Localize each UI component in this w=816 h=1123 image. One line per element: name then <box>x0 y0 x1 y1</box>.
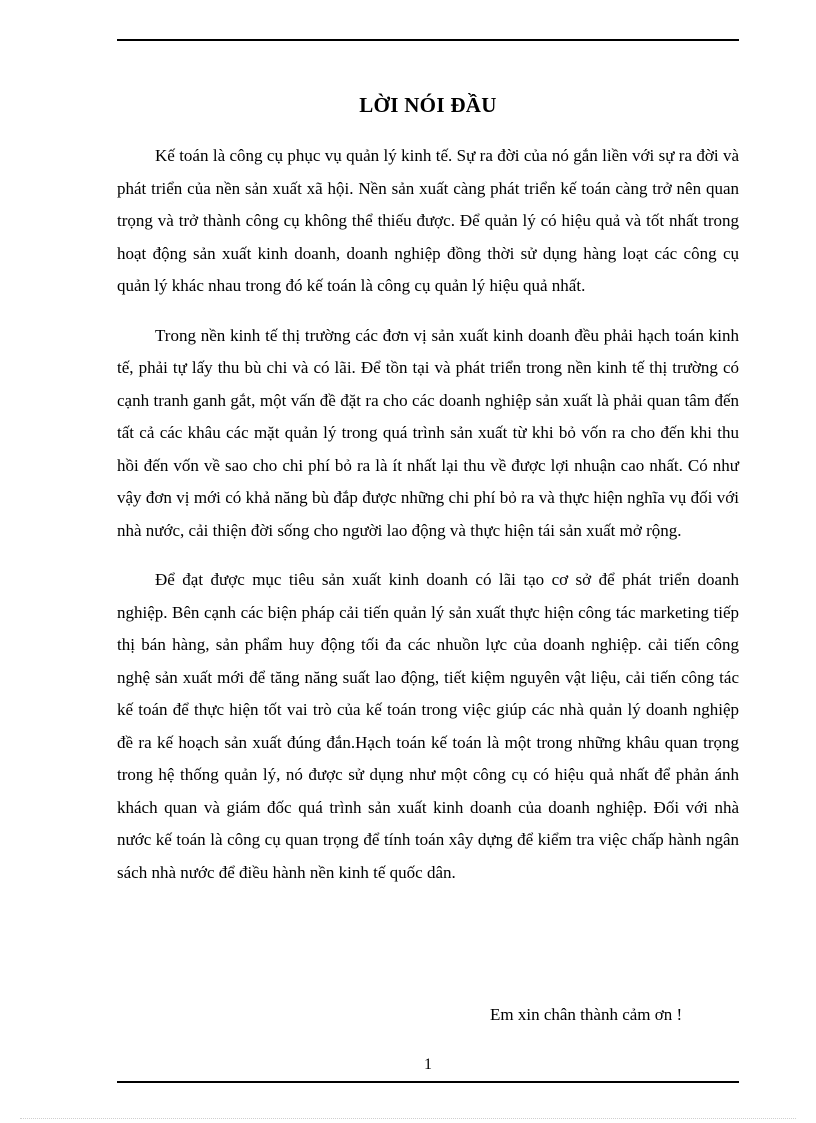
paragraph-2: Trong nền kinh tế thị trường các đơn vị sản xuất kinh doanh đều phải hạch toán kinh tế, phải tự lấy thu bù chi và có lãi. Để tồn tại và phát triển trong nền kinh tế thị trường có cạnh tranh ganh gắt, một vấn đề đặt ra cho các doanh nghiệp sản xuất là phải quan tâm đến tất cả các khâu các mặt quản lý trong quá trình sản xuất từ khi bỏ vốn ra cho đến khi thu hồi đến vốn về sao cho chi phí bỏ ra là ít nhất lại thu về được lợi nhuận cao nhất. Có như vậy đơn vị mới có khả năng bù đắp được những chi phí bỏ ra và thực hiện nghĩa vụ đối với nhà nước, cải thiện đời sống cho người lao động và thực hiện tái sản xuất mở rộng. <box>117 325 739 540</box>
paragraph-1: Kế toán là công cụ phục vụ quản lý kinh tế. Sự ra đời của nó gắn liền với sự ra đời và phát triển của nền sản xuất xã hội. Nền sản xuất càng phát triển kế toán càng trở nên quan trọng và trở thành công cụ không thể thiếu được. Để quản lý có hiệu quả và tốt nhất trong hoạt động sản xuất kinh doanh, doanh nghiệp đồng thời sử dụng hàng loạt các công cụ quản lý khác nhau trong đó kế toán là công cụ quản lý hiệu quả nhất. <box>117 146 739 295</box>
paragraph-3: Để đạt được mục tiêu sản xuất kinh doanh có lãi tạo cơ sở để phát triển doanh nghiệp. Bên cạnh các biện pháp cải tiến quản lý sản xuất thực hiện công tác marketing tiếp thị bán hàng, sản phẩm huy động tối đa các nhuồn lực của doanh nghiệp. cải tiến công nghệ sản xuất mới để tăng năng suất lao động, tiết kiệm nguyên vật liệu, cải tiến công tác kế toán để thực hiện tốt vai trò của kế toán trong việc giúp các nhà quản lý doanh nghiệp đề ra kế hoạch sản xuất đúng đắn.Hạch toán kế toán là một trong những khâu quan trọng trong hệ thống quản lý, nó được sử dụng như một công cụ có hiệu quả nhất để phản ánh khách quan và giám đốc quá trình sản xuất kinh doanh của doanh nghiệp. Đối với nhà nước kế toán là công cụ quan trọng để tính toán xây dựng để kiểm tra việc chấp hành ngân sách nhà nước để điều hành nền kinh tế quốc dân. <box>117 570 739 882</box>
footer-rule <box>117 1081 739 1083</box>
page-number: 1 <box>424 1056 432 1073</box>
header-rule <box>117 39 739 41</box>
closing-line: Em xin chân thành cảm ơn ! <box>490 1005 683 1024</box>
page-edge-divider <box>20 1118 796 1119</box>
document-body <box>117 140 739 906</box>
page-title: LỜI NÓI ĐẦU <box>359 93 497 117</box>
